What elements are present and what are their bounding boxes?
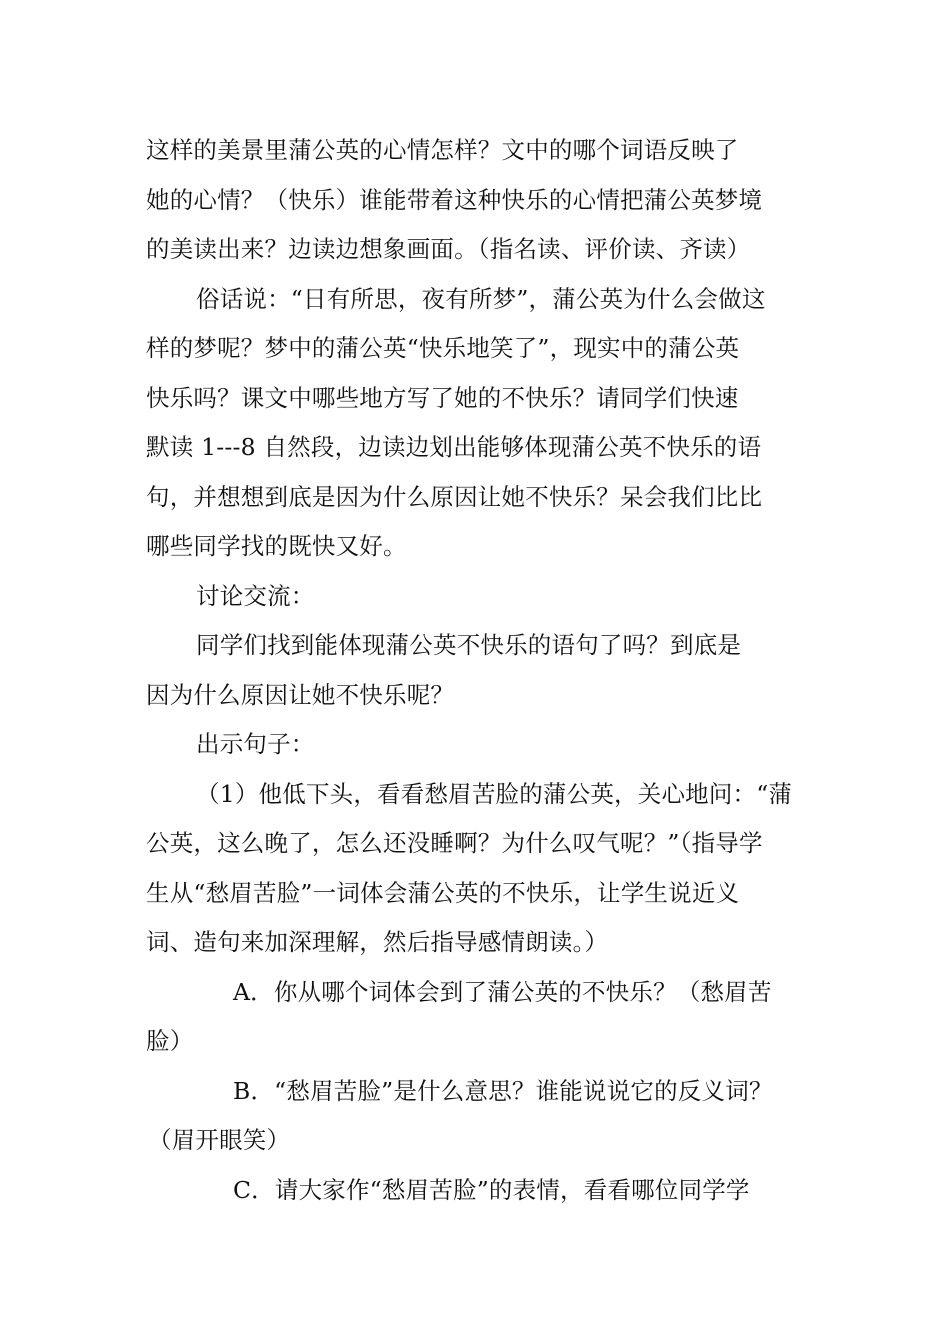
text-line: 这样的美景里蒲公英的心情怎样？文中的哪个词语反映了 — [146, 136, 739, 164]
text-line: 快乐吗？课文中哪些地方写了她的不快乐？请同学们快速 — [146, 384, 739, 412]
text-line: 公英，这么晚了，怎么还没睡啊？为什么叹气呢？”（指导学 — [146, 829, 763, 857]
text-line: 的美读出来？边读边想象画面。（指名读、评价读、齐读） — [146, 235, 751, 263]
text-line: 样的梦呢？梦中的蒲公英“快乐地笑了”，现实中的蒲公英 — [146, 334, 740, 362]
text-line: A．你从哪个词体会到了蒲公英的不快乐？（愁眉苦 — [233, 978, 772, 1006]
text-line: （眉开眼笑） — [148, 1126, 291, 1154]
text-line: 默读 1---8 自然段，边读边划出能够体现蒲公英不快乐的语 — [146, 433, 762, 461]
text-line: C．请大家作“愁眉苦脸”的表情，看看哪位同学学 — [233, 1176, 750, 1204]
text-line: 她的心情？（快乐）谁能带着这种快乐的心情把蒲公英梦境 — [146, 186, 763, 214]
text-line: 哪些同学找的既快又好。 — [146, 532, 407, 560]
text-line: 出示句子： — [196, 730, 315, 758]
text-line: B．“愁眉苦脸”是什么意思？谁能说说它的反义词？ — [233, 1077, 773, 1105]
text-line: 因为什么原因让她不快乐呢？ — [146, 681, 455, 709]
text-line: 词、造句来加深理解，然后指导感情朗读。） — [146, 928, 609, 956]
text-line: 脸） — [146, 1027, 194, 1055]
text-line: 同学们找到能体现蒲公英不快乐的语句了吗？到底是 — [196, 631, 742, 659]
text-line: 讨论交流： — [196, 582, 315, 610]
text-line: 生从“愁眉苦脸”一词体会蒲公英的不快乐，让学生说近义 — [146, 879, 740, 907]
text-line: 句，并想想到底是因为什么原因让她不快乐？呆会我们比比 — [146, 483, 763, 511]
text-line: 俗话说：“日有所思，夜有所梦”，蒲公英为什么会做这 — [196, 285, 766, 313]
text-line: （1）他低下头，看看愁眉苦脸的蒲公英，关心地问：“蒲 — [196, 780, 793, 808]
